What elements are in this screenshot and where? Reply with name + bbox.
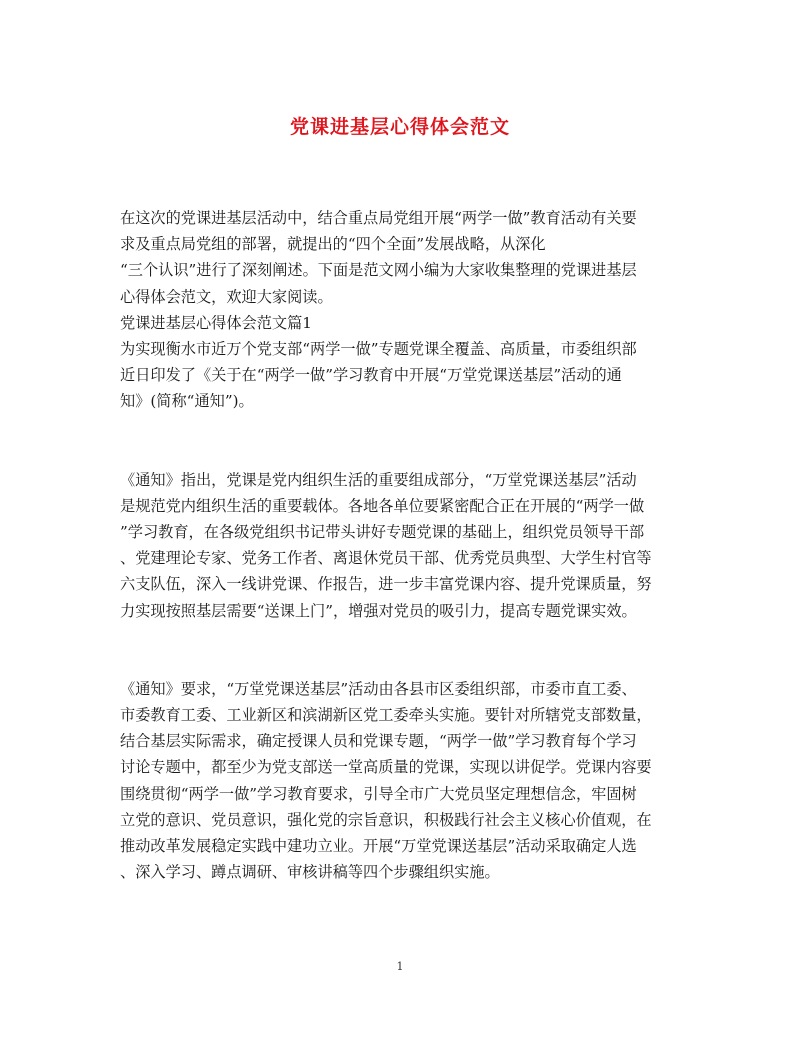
text-line: 、党建理论专家、党务工作者、离退休党员干部、优秀党员典型、大学生村官等 bbox=[120, 549, 652, 568]
page-number: 1 bbox=[396, 960, 404, 973]
text-line: 为实现衡水市近万个党支部“两学一做”专题党课全覆盖、高质量，市委组织部 bbox=[120, 340, 637, 359]
text-line: 求及重点局党组的部署，就提出的“四个全面”发展战略，从深化 bbox=[120, 235, 546, 254]
text-line: 力实现按照基层需要“送课上门”，增强对党员的吸引力，提高专题党课实效。 bbox=[120, 601, 637, 620]
text-line: 心得体会范文，欢迎大家阅读。 bbox=[120, 287, 333, 306]
paragraph-gap bbox=[120, 624, 680, 676]
text-line: 围绕贯彻“两学一做”学习教育要求，引导全市广大党员坚定理想信念，牢固树 bbox=[120, 784, 637, 803]
text-line: 近日印发了《关于在“两学一做”学习教育中开展“万堂党课送基层”活动的通 bbox=[120, 366, 622, 385]
text-line: 推动改革发展稳定实践中建功立业。开展“万堂党课送基层”活动采取确定人选 bbox=[120, 837, 637, 856]
paragraph-notice-requirements bbox=[120, 676, 680, 886]
paragraph-notice-points bbox=[120, 467, 680, 624]
document-body bbox=[120, 205, 680, 885]
text-line: 市委教育工委、工业新区和滨湖新区党工委牵头实施。要针对所辖党支部数量， bbox=[120, 706, 652, 725]
text-line: 讨论专题中，都至少为党支部送一堂高质量的党课，实现以讲促学。党课内容要 bbox=[120, 758, 652, 777]
text-line: 《通知》要求，“万堂党课送基层”活动由各县市区委组织部，市委市直工委、 bbox=[120, 679, 637, 698]
text-line: 立党的意识、党员意识，强化党的宗旨意识，积极践行社会主义核心价值观，在 bbox=[120, 810, 652, 829]
text-line: 《通知》指出，党课是党内组织生活的重要组成部分，“万堂党课送基层”活动 bbox=[120, 470, 637, 489]
text-line: 六支队伍，深入一线讲党课、作报告，进一步丰富党课内容、提升党课质量，努 bbox=[120, 575, 652, 594]
section-heading: 党课进基层心得体会范文篇1 bbox=[120, 313, 312, 332]
text-line: 是规范党内组织生活的重要载体。各地各单位要紧密配合正在开展的“两学一做 bbox=[120, 496, 645, 515]
paragraph-gap bbox=[120, 415, 680, 467]
text-line: 结合基层实际需求，确定授课人员和党课专题，“两学一做”学习教育每个学习 bbox=[120, 732, 637, 751]
text-line: 在这次的党课进基层活动中，结合重点局党组开展“两学一做”教育活动有关要 bbox=[120, 209, 637, 227]
text-line: ”学习教育，在各级党组织书记带头讲好专题党课的基础上，组织党员领导干部 bbox=[120, 523, 645, 542]
text-line: 、深入学习、蹲点调研、审核讲稿等四个步骤组织实施。 bbox=[120, 863, 500, 882]
paragraph-intro bbox=[120, 205, 680, 415]
text-line: 知》(简称“通知”)。 bbox=[120, 392, 254, 411]
text-line: “三个认识”进行了深刻阐述。下面是范文网小编为大家收集整理的党课进基层 bbox=[120, 261, 637, 280]
page-title: 党课进基层心得体会范文 bbox=[289, 116, 510, 138]
